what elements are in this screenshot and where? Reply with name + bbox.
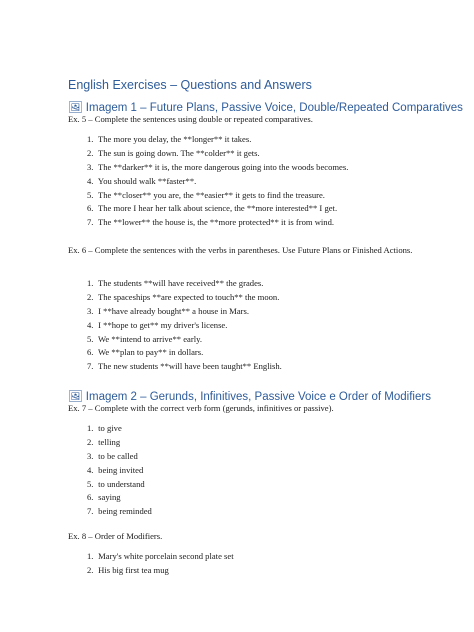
list-item: 2. The sun is going down. The **colder** it gets. [87, 147, 260, 158]
list-item: 3. I **have already bought** a house in Mars. [87, 305, 249, 316]
list-item: 3. to be called [87, 450, 138, 461]
list-item: 7. being reminded [87, 506, 152, 517]
list-item: 4. You should walk **faster**. [87, 175, 197, 186]
list-item: 1. to give [87, 423, 122, 433]
list-item: 1. Mary's white porcelain second plate set [87, 551, 234, 561]
exercise-6-instruction: Ex. 6 – Complete the sentences with the verbs in parentheses. Use Future Plans or Finished Actions. [68, 245, 413, 255]
list-item: 6. The more I hear her talk about science, the **more interested** I get. [87, 203, 338, 214]
list-item: 5. to understand [87, 478, 145, 489]
list-item: 7. The new students **will have been taught** English. [87, 361, 282, 372]
list-item: 6. We **plan to pay** in dollars. [87, 347, 204, 358]
list-item: 2. His big first tea mug [87, 564, 169, 575]
list-item: 5. We **intend to arrive** early. [87, 333, 202, 344]
list-item: 2. The spaceships **are expected to touch** the moon. [87, 291, 280, 302]
exercise-8-instruction: Ex. 8 – Order of Modifiers. [68, 531, 163, 541]
document-title: English Exercises – Questions and Answers [68, 78, 312, 92]
exercise-7-answer-list [87, 422, 152, 519]
exercise-6-answer-list [87, 277, 282, 374]
exercise-5-answer-list [87, 133, 348, 230]
list-item: 4. being invited [87, 464, 144, 475]
list-item: 4. I **hope to get** my driver's license. [87, 319, 228, 330]
exercise-8-answer-list [87, 550, 234, 578]
list-item: 3. The **darker** it is, the more dangerous going into the woods becomes. [87, 161, 349, 172]
exercise-5-instruction: Ex. 5 – Complete the sentences using double or repeated comparatives. [68, 114, 313, 124]
list-item: 2. telling [87, 436, 121, 447]
exercise-7-instruction: Ex. 7 – Complete with the correct verb form (gerunds, infinitives or passive). [68, 403, 334, 413]
list-item: 1. The more you delay, the **longer** it takes. [87, 134, 252, 144]
section-1-heading: 🖼 Imagem 1 – Future Plans, Passive Voice, Double/Repeated Comparatives [68, 102, 463, 114]
list-item: 7. The **lower** the house is, the **more protected** it is from wind. [87, 217, 335, 228]
section-2-heading: 🖼 Imagem 2 – Gerunds, Infinitives, Passive Voice e Order of Modifiers [68, 391, 431, 403]
list-item: 1. The students **will have received** the grades. [87, 278, 264, 288]
list-item: 5. The **closer** you are, the **easier** it gets to find the treasure. [87, 189, 325, 200]
list-item: 6. saying [87, 492, 121, 503]
